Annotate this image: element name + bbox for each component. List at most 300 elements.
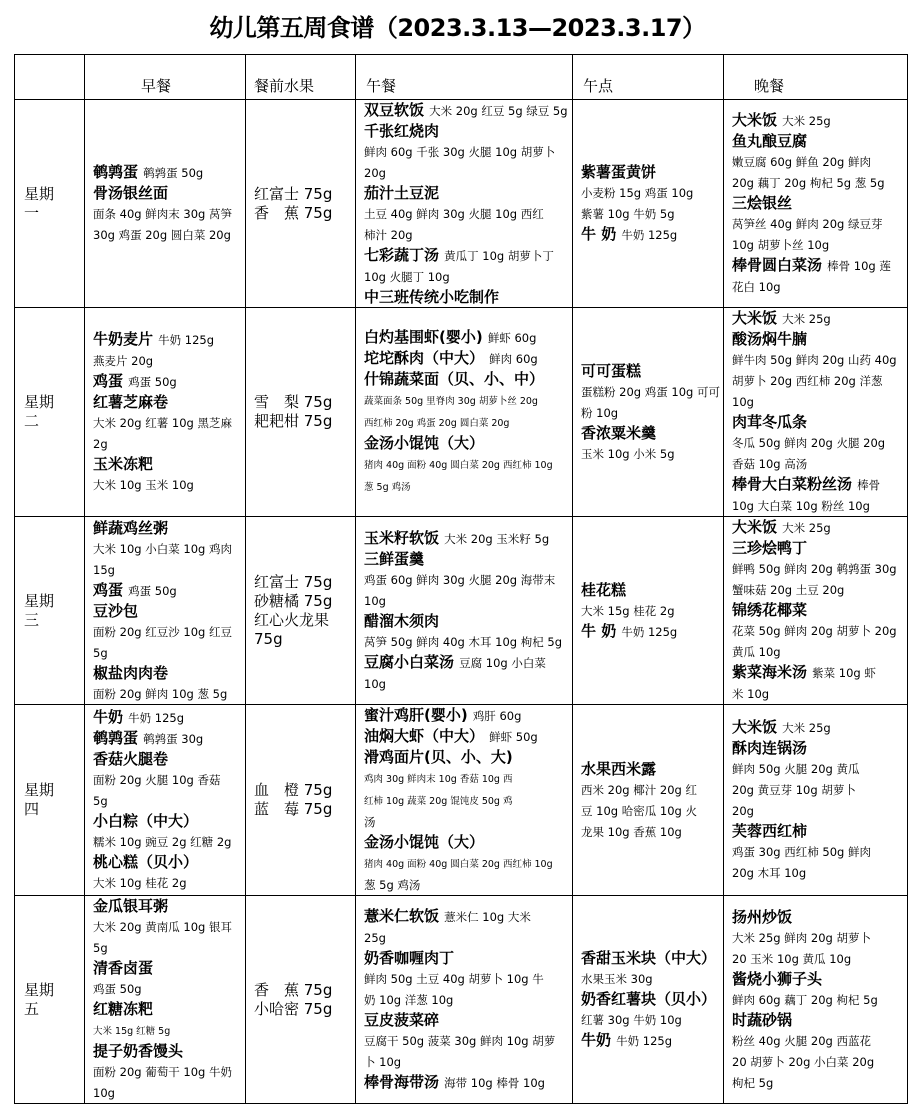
dish-name: 酥肉连锅汤	[732, 739, 808, 757]
dish-name: 双豆软饭	[364, 101, 425, 119]
ingredients: 25g	[364, 931, 386, 945]
ingredients: 香菇 10g 高汤	[732, 457, 808, 471]
ingredients: 鲜鸭 50g 鲜肉 20g 鹌鹑蛋 30g	[732, 562, 897, 576]
ingredients: 大米 20g 红豆 5g 绿豆 5g	[429, 104, 568, 118]
menu-line	[581, 224, 723, 245]
menu-line	[93, 1041, 245, 1061]
snack-cell	[573, 100, 724, 308]
menu-line	[732, 662, 907, 683]
menu-line	[732, 412, 907, 432]
ingredients: 面粉 20g 红豆沙 10g 红豆 5g	[93, 624, 232, 660]
ingredients: 鲜牛肉 50g 鲜肉 20g 山药 40g	[732, 353, 897, 367]
dish-name: 豆沙包	[93, 601, 139, 620]
fruit-cell	[246, 896, 356, 1104]
ingredients: 牛奶 125g	[621, 228, 678, 242]
dish-name: 金汤小馄饨（大）	[364, 434, 485, 452]
fruit-cell	[246, 100, 356, 308]
menu-line	[581, 381, 723, 402]
ingredients: 枸杞 5g	[732, 1075, 774, 1090]
menu-line	[732, 738, 907, 758]
dish-name: 香菇火腿卷	[93, 750, 169, 768]
dish-name: 锦绣花椰菜	[732, 601, 808, 619]
dish-name: 提子奶香馒头	[93, 1042, 184, 1060]
ingredients: 鲜肉 60g 藕丁 20g 枸杞 5g	[732, 992, 878, 1007]
header-breakfast: 早餐	[85, 55, 246, 100]
menu-line	[364, 811, 572, 832]
dish-name: 三鲜蛋羹	[364, 549, 425, 568]
ingredients: 燕麦片 20g	[93, 354, 154, 368]
ingredients: 西红柿 20g 鸡蛋 20g 圆白菜 20g	[364, 418, 510, 429]
dish-name: 肉茸冬瓜条	[732, 413, 808, 431]
ingredients: 20g	[364, 166, 386, 180]
ingredients: 大米 25g 鲜肉 20g 胡萝卜	[732, 930, 871, 945]
ingredients: 海带 10g 棒骨 10g	[444, 1076, 545, 1090]
menu-line	[93, 852, 245, 872]
ingredients: 葱 5g 鸡汤	[364, 482, 411, 493]
ingredients: 豆腐干 50g 菠菜 30g 鲜肉 10g 胡萝	[364, 1034, 556, 1048]
dish-name: 桂花糕	[581, 580, 627, 599]
ingredients: 面粉 20g 葡萄干 10g 牛奶	[93, 1065, 232, 1079]
ingredients: 20 胡萝卜 20g 小白菜 20g	[732, 1054, 875, 1069]
ingredients: 红薯 30g 牛奶 10g	[581, 1013, 682, 1027]
lunch-cell	[356, 517, 573, 705]
menu-line	[732, 579, 907, 600]
ingredients: 面粉 20g 火腿 10g 香菇	[93, 773, 221, 787]
breakfast-cell	[85, 517, 246, 705]
ingredients: 大米 25g	[782, 721, 831, 735]
dish-name: 鱼丸酿豆腐	[732, 132, 808, 150]
menu-line	[364, 453, 572, 475]
dish-name: 中三班传统小吃制作	[364, 288, 500, 306]
menu-line	[581, 600, 723, 621]
day-name	[15, 705, 85, 896]
menu-line	[364, 287, 572, 307]
breakfast-cell	[85, 896, 246, 1104]
menu-line	[732, 821, 907, 841]
ingredients: 面条 40g 鲜肉末 30g 莴笋	[93, 207, 232, 221]
menu-line	[732, 779, 907, 800]
ingredients: 猪肉 40g 面粉 40g 圆白菜 20g 西红柿 10g	[364, 460, 553, 471]
menu-line	[581, 759, 723, 779]
ingredients: 棒骨	[857, 478, 881, 492]
fruit-item: 雪 梨 75g	[254, 393, 333, 411]
menu-line	[364, 927, 572, 948]
dish-name: 小白粽（中大）	[93, 812, 199, 830]
day-row-fri	[15, 896, 908, 1104]
ingredients: 花菜 50g 鲜肉 20g 胡萝卜 20g	[732, 624, 897, 638]
menu-line	[732, 862, 907, 883]
menu-line	[93, 831, 245, 852]
dish-name: 清香卤蛋	[93, 959, 154, 977]
menu-line	[581, 1009, 723, 1030]
ingredients: 鸡蛋 50g	[128, 375, 177, 389]
ingredients: 鲜肉 60g 千张 30g 火腿 10g 胡萝卜	[364, 145, 556, 159]
ingredients: 鸡蛋 50g	[128, 583, 177, 598]
ingredients: 黄瓜 10g	[732, 645, 781, 659]
ingredients: 蛋糕粉 20g 鸡蛋 10g 可可	[581, 384, 720, 399]
menu-line	[93, 1019, 245, 1041]
menu-line	[93, 728, 245, 749]
ingredients: 10g	[364, 676, 386, 691]
dish-name: 可可蛋糕	[581, 361, 642, 380]
menu-line	[732, 193, 907, 213]
ingredients: 葱 5g 鸡汤	[364, 878, 421, 892]
dish-name: 棒骨大白菜粉丝汤	[732, 475, 853, 493]
menu-line	[93, 999, 245, 1019]
menu-line	[93, 978, 245, 999]
menu-line	[732, 517, 907, 538]
dish-name: 牛 奶	[581, 621, 617, 640]
menu-line	[93, 896, 245, 916]
menu-line	[732, 641, 907, 662]
menu-line	[93, 454, 245, 474]
dish-name: 千张红烧肉	[364, 122, 440, 140]
ingredients: 鲜虾 60g	[487, 331, 537, 345]
menu-line	[93, 790, 245, 811]
menu-line	[732, 370, 907, 391]
menu-line	[93, 371, 245, 392]
day-name	[15, 308, 85, 517]
ingredients: 薏米仁 10g 大米	[444, 910, 531, 924]
fruit-item: 蓝 莓 75g	[254, 800, 333, 818]
menu-line	[581, 162, 723, 182]
dish-name: 鸡蛋	[93, 372, 124, 390]
dish-name: 奶香红薯块（贝小）	[581, 990, 717, 1008]
ingredients: 紫薯 10g 牛奶 5g	[581, 207, 675, 221]
day-name-part: 四	[24, 800, 40, 818]
dish-name: 水果西米露	[581, 759, 657, 778]
day-name-part: 星期	[24, 781, 55, 799]
dish-name: 油焖大虾（中大）	[364, 727, 485, 745]
menu-line	[93, 329, 245, 350]
menu-line	[364, 475, 572, 497]
dish-name: 牛奶	[93, 708, 124, 726]
menu-line	[732, 1030, 907, 1051]
menu-line	[364, 1051, 572, 1072]
fruit-cell	[246, 705, 356, 896]
ingredients: 蟹味菇 20g 土豆 20g	[732, 583, 845, 597]
ingredients: 豆 10g 哈密瓜 10g 火	[581, 803, 697, 818]
menu-line	[581, 443, 723, 464]
menu-line	[364, 1030, 572, 1051]
dish-name: 茄汁土豆泥	[364, 184, 440, 202]
ingredients: 冬瓜 50g 鲜肉 20g 火腿 20g	[732, 436, 886, 450]
dish-name: 棒骨海带汤	[364, 1073, 440, 1091]
day-row-thu	[15, 705, 908, 896]
ingredients: 大米 20g 黄南瓜 10g 银耳 5g	[93, 920, 232, 955]
menu-line	[732, 558, 907, 579]
menu-line	[93, 811, 245, 831]
menu-line	[732, 758, 907, 779]
dish-name: 鹌鹑蛋	[93, 163, 139, 181]
menu-line	[364, 203, 572, 224]
menu-line	[581, 968, 723, 989]
menu-line	[93, 162, 245, 183]
menu-line	[364, 948, 572, 968]
menu-line	[364, 789, 572, 811]
ingredients: 红柿 10g 蔬菜 20g 馄饨皮 50g 鸡	[364, 796, 513, 807]
menu-line	[732, 969, 907, 989]
menu-line	[93, 958, 245, 978]
menu-line	[732, 717, 907, 738]
menu-line	[364, 968, 572, 989]
menu-line	[93, 601, 245, 621]
menu-line	[93, 749, 245, 769]
ingredients: 奶 10g 洋葱 10g	[364, 993, 454, 1007]
ingredients: 鲜肉 50g 火腿 20g 黄瓜	[732, 762, 860, 776]
menu-line	[581, 989, 723, 1009]
menu-line	[581, 361, 723, 381]
ingredients: 面粉 20g 鲜肉 10g 葱 5g	[93, 686, 228, 701]
menu-line	[732, 391, 907, 412]
menu-line	[364, 852, 572, 874]
menu-line	[732, 474, 907, 495]
menu-line	[93, 350, 245, 371]
menu-line	[364, 183, 572, 203]
ingredients: 小麦粉 15g 鸡蛋 10g	[581, 186, 694, 200]
day-name	[15, 896, 85, 1104]
menu-line	[581, 580, 723, 600]
snack-cell	[573, 896, 724, 1104]
menu-line	[93, 518, 245, 538]
menu-line	[93, 580, 245, 601]
menu-line	[93, 538, 245, 580]
ingredients: 龙果 10g 香蕉 10g	[581, 824, 682, 839]
ingredients: 鹌鹑蛋 50g	[143, 166, 204, 180]
fruit-item: 红心火龙果	[254, 610, 330, 629]
dish-name: 红薯芝麻卷	[93, 393, 169, 411]
menu-line	[732, 432, 907, 453]
dish-name: 时蔬砂锅	[732, 1010, 793, 1029]
menu-line	[732, 329, 907, 349]
ingredients: 10g 火腿丁 10g	[364, 270, 450, 284]
ingredients: 5g	[93, 794, 108, 808]
ingredients: 蔬菜面条 50g 里脊肉 30g 胡萝卜丝 20g	[364, 396, 538, 407]
dish-name: 滑鸡面片(贝、小、大)	[364, 748, 513, 766]
menu-line	[581, 800, 723, 821]
menu-line	[732, 1072, 907, 1093]
dish-name: 蜜汁鸡肝(婴小)	[364, 706, 468, 724]
header-lunch: 午餐	[356, 55, 573, 100]
menu-line	[93, 621, 245, 663]
menu-line	[364, 590, 572, 611]
dish-name: 桃心糕（贝小）	[93, 853, 199, 871]
ingredients: 鸡肝 60g	[472, 709, 522, 723]
ingredients: 黄瓜丁 10g 胡萝卜丁	[444, 249, 554, 263]
menu-line	[732, 172, 907, 193]
ingredients: 卜 10g	[364, 1055, 402, 1069]
dish-name: 香浓粟米羹	[581, 423, 657, 442]
ingredients: 莴笋丝 40g 鲜肉 20g 绿豆芽	[732, 217, 883, 231]
dish-name: 白灼基围虾(婴小)	[364, 328, 483, 346]
menu-line	[93, 707, 245, 728]
dish-name: 坨坨酥肉（中大）	[364, 349, 485, 367]
ingredients: 大米 10g 桂花 2g	[93, 876, 187, 890]
ingredients: 紫菜 10g 虾	[812, 666, 876, 680]
dish-name: 芙蓉西红柿	[732, 822, 808, 840]
lunch-cell	[356, 100, 573, 308]
day-row-wed	[15, 517, 908, 705]
dish-name: 玉米冻粑	[93, 455, 154, 473]
ingredients: 10g	[364, 593, 386, 608]
ingredients: 大米 20g 红薯 10g 黑芝麻 2g	[93, 416, 232, 451]
ingredients: 20 玉米 10g 黄瓜 10g	[732, 951, 852, 966]
menu-line	[364, 266, 572, 287]
menu-line	[364, 1072, 572, 1093]
dish-name: 大米饭	[732, 518, 778, 536]
ingredients: 柿汁 20g	[364, 228, 413, 242]
dish-name: 奶香咖喱肉丁	[364, 949, 455, 967]
menu-line	[93, 412, 245, 454]
dish-name: 什锦蔬菜面（贝、小、中）	[364, 370, 545, 388]
ingredients: 大米 15g 桂花 2g	[581, 603, 675, 618]
dish-name: 金瓜银耳粥	[93, 897, 169, 915]
ingredients: 20g	[732, 804, 754, 818]
menu-table	[14, 54, 908, 1104]
lunch-cell	[356, 705, 573, 896]
snack-cell	[573, 705, 724, 896]
menu-line	[732, 907, 907, 927]
ingredients: 10g	[732, 395, 754, 409]
day-name-part: 星期	[24, 184, 55, 203]
snack-cell	[573, 517, 724, 705]
menu-line	[732, 800, 907, 821]
ingredients: 大米 25g	[782, 114, 831, 128]
dish-name: 豆腐小白菜汤	[364, 652, 455, 671]
menu-line	[93, 203, 245, 224]
menu-line	[364, 433, 572, 453]
dish-name: 三珍烩鸭丁	[732, 539, 808, 557]
fruit-item: 小哈密 75g	[254, 999, 333, 1018]
menu-line	[732, 927, 907, 948]
menu-line	[364, 673, 572, 694]
ingredients: 水果玉米 30g	[581, 972, 653, 986]
menu-line	[364, 652, 572, 673]
dish-name: 紫薯蛋黄饼	[581, 163, 657, 181]
ingredients: 嫩豆腐 60g 鲜鱼 20g 鲜肉	[732, 155, 871, 169]
menu-line	[93, 663, 245, 683]
menu-line	[732, 110, 907, 131]
menu-line	[732, 495, 907, 516]
menu-line	[93, 1082, 245, 1103]
menu-line	[364, 141, 572, 162]
ingredients: 20g 藕丁 20g 枸杞 5g 葱 5g	[732, 176, 885, 190]
menu-line	[732, 1051, 907, 1072]
fruit-item: 红富士 75g	[254, 184, 333, 203]
ingredients: 大米 20g 玉米籽 5g	[444, 531, 550, 546]
dish-name: 香甜玉米块（中大）	[581, 949, 717, 967]
menu-line	[732, 948, 907, 969]
ingredients: 大米 10g 小白菜 10g 鸡肉 15g	[93, 541, 232, 577]
menu-line	[364, 327, 572, 348]
menu-line	[364, 528, 572, 549]
menu-line	[732, 453, 907, 474]
lunch-cell	[356, 308, 573, 517]
dish-name: 玉米籽软饭	[364, 528, 440, 547]
fruit-item: 耙耙柑 75g	[254, 412, 333, 430]
ingredients: 糯米 10g 豌豆 2g 红糖 2g	[93, 835, 232, 849]
menu-line	[364, 989, 572, 1010]
menu-line	[732, 1010, 907, 1030]
breakfast-cell	[85, 308, 246, 517]
dish-name: 大米饭	[732, 111, 778, 129]
lunch-cell	[356, 896, 573, 1104]
ingredients: 鸡蛋 30g 西红柿 50g 鲜肉	[732, 845, 871, 859]
menu-line	[581, 402, 723, 423]
menu-line	[732, 151, 907, 172]
header-dinner: 晚餐	[724, 55, 908, 100]
dish-name: 酱烧小狮子头	[732, 969, 823, 988]
menu-line	[364, 705, 572, 726]
day-name-part: 星期	[24, 980, 55, 999]
dish-name: 醋溜木须肉	[364, 611, 440, 630]
ingredients: 10g 胡萝卜丝 10g	[732, 238, 830, 252]
dish-name: 鸡蛋	[93, 580, 124, 599]
menu-line	[93, 183, 245, 203]
ingredients: 玉米 10g 小米 5g	[581, 446, 675, 461]
ingredients: 牛奶 125g	[158, 333, 215, 347]
dish-name: 扬州炒饭	[732, 907, 793, 926]
ingredients: 大米 25g	[782, 312, 831, 326]
menu-line	[93, 392, 245, 412]
dish-name: 薏米仁软饭	[364, 907, 440, 925]
ingredients: 30g 鸡蛋 20g 圆白菜 20g	[93, 228, 231, 242]
dish-name: 红糖冻粑	[93, 1000, 154, 1018]
ingredients: 大米 25g	[782, 521, 831, 535]
page-title: 幼儿第五周食谱（2023.3.13—2023.3.17）	[209, 14, 706, 42]
menu-line	[364, 874, 572, 895]
menu-line	[364, 569, 572, 590]
ingredients: 鲜肉 50g 土豆 40g 胡萝卜 10g 牛	[364, 972, 544, 986]
fruit-item: 75g	[254, 629, 283, 648]
ingredients: 豆腐 10g 小白菜	[459, 655, 546, 670]
menu-line	[732, 600, 907, 620]
menu-line	[581, 821, 723, 842]
ingredients: 牛奶 125g	[616, 1034, 673, 1048]
day-name-part: 星期	[24, 393, 55, 411]
menu-line	[732, 234, 907, 255]
day-name-part: 二	[24, 412, 40, 430]
ingredients: 20g 黄豆芽 10g 胡萝卜	[732, 783, 856, 797]
menu-line	[364, 1010, 572, 1030]
menu-line	[732, 213, 907, 234]
ingredients: 10g	[93, 1086, 115, 1100]
dish-name: 牛 奶	[581, 225, 617, 243]
menu-line	[364, 906, 572, 927]
dish-name: 酸汤焖牛腩	[732, 330, 808, 348]
day-name-part: 星期	[24, 591, 55, 610]
fruit-item: 血 橙 75g	[254, 781, 333, 799]
ingredients: 土豆 40g 鲜肉 30g 火腿 10g 西红	[364, 207, 544, 221]
menu-line	[93, 474, 245, 495]
dish-name: 椒盐肉肉卷	[93, 663, 169, 682]
menu-line	[93, 1061, 245, 1082]
menu-line	[93, 769, 245, 790]
menu-line	[364, 369, 572, 389]
ingredients: 牛奶 125g	[128, 711, 185, 725]
day-name-part: 一	[24, 203, 40, 222]
dinner-cell	[724, 517, 908, 705]
day-name	[15, 100, 85, 308]
dish-name: 棒骨圆白菜汤	[732, 256, 823, 274]
ingredients: 粉丝 40g 火腿 20g 西蓝花	[732, 1033, 871, 1048]
menu-line	[364, 631, 572, 652]
dish-name: 牛奶麦片	[93, 330, 154, 348]
menu-line	[364, 162, 572, 183]
menu-line	[732, 308, 907, 329]
ingredients: 20g 木耳 10g	[732, 866, 807, 880]
menu-line	[581, 182, 723, 203]
